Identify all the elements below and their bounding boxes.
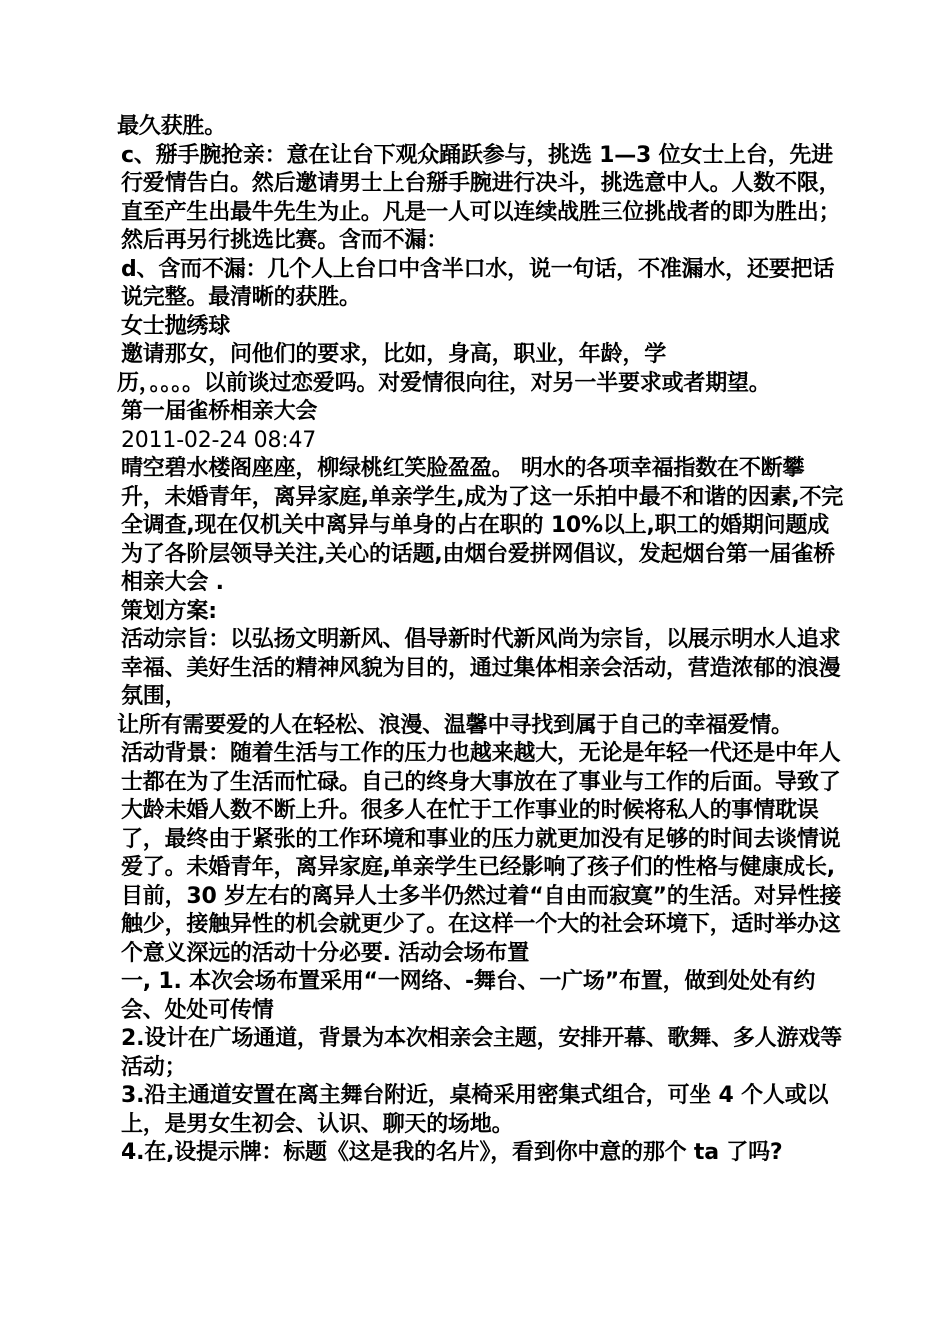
section-heading-ball-toss: 女士抛绣球 xyxy=(121,313,231,339)
document-body xyxy=(117,113,845,1168)
paragraph-purpose: 活动宗旨：以弘扬文明新风、倡导新时代新风尚为宗旨，以展示明水人追求幸福、美好生活的精神风貌为目的，通过集体相亲会活动，营造浓郁的浪漫氛围， xyxy=(121,627,841,709)
paragraph-intro: 晴空碧水楼阁座座，柳绿桃红笑脸盈盈。 明水的各项幸福指数在不断攀 xyxy=(121,456,805,481)
paragraph-invite: 邀请那女，问他们的要求，比如，身高，职业，年龄，学 xyxy=(121,342,667,367)
paragraph-background: 活动背景：随着生活与工作的压力也越来越大，无论是年轻一代还是中年人士都在为了生活而忙碌。自己的终身大事放在了事业与工作的后面。导致了大龄未婚人数不断上升。很多人在忙于工作事业的时候将私人的事情耽误了，最终由于紧张的工作环境和事业的压力就更加没有足够的时间去谈情说爱了。未婚青年，离异家庭,单亲学生已经影响了孩子们的性格与健康成长,目前，30 岁左右的离异人士多半仍然过着“自由而寂寞”的生活。对异性接触少，接触异性的机会就更少了。在这样一个大的社会环境下，适时举办这个意义深远的活动十分必要. 活动会场布置 xyxy=(121,741,842,966)
list-item-3: 3.沿主通道安置在离主舞台附近，桌椅采用密集式组合，可坐 4 个人或以上，是男女生初会、认识、聊天的场地。 xyxy=(121,1083,829,1137)
paragraph-background-stats: 升，未婚青年，离异家庭,单亲学生,成为了这一乐拍中最不和谐的因素,不完全调查,现在仅机关中离异与单身的占在职的 10%以上,职工的婚期问题成为了各阶层领导关注,关心的话题,由烟台爱拼网倡议，发起烟台第一届雀桥相亲大会 . xyxy=(121,484,844,595)
paragraph-history: 历，。。。。以前谈过恋爱吗。对爱情很向往，对另一半要求或者期望。 xyxy=(117,370,771,396)
list-item-1: 一, 1. 本次会场布置采用“一网络、-舞台、一广场”布置，做到处处有约会、处处可传情 xyxy=(121,969,816,1023)
section-heading-plan: 策划方案: xyxy=(121,598,217,624)
paragraph-purpose-continued: 让所有需要爱的人在轻松、浪漫、温馨中寻找到属于自己的幸福爱情。 xyxy=(117,712,793,738)
paragraph-arm-wrestling: c、掰手腕抢亲：意在让台下观众踊跃参与，挑选 1—3 位女士上台，先进行爱情告白。然后邀请男士上台掰手腕进行决斗，挑选意中人。人数不限，直至产生出最牛先生为止。凡是一人可以连续战胜三位挑战者的即为胜出；然后再另行挑选比赛。含而不漏： xyxy=(121,142,841,253)
list-item-4: 4.在,设提示牌：标题《这是我的名片》，看到你中意的那个 ta 了吗? xyxy=(121,1140,783,1165)
publish-date: 2011-02-24 08:47 xyxy=(121,427,317,453)
document-title: 第一届雀桥相亲大会 xyxy=(121,399,318,424)
paragraph-water-game: d、含而不漏：几个人上台口中含半口水，说一句话，不准漏水，还要把话说完整。最清晰的获胜。 xyxy=(121,256,835,310)
paragraph-win-condition: 最久获胜。 xyxy=(117,114,227,139)
list-item-2: 2.设计在广场通道，背景为本次相亲会主题，安排开幕、歌舞、多人游戏等活动； xyxy=(121,1026,842,1080)
